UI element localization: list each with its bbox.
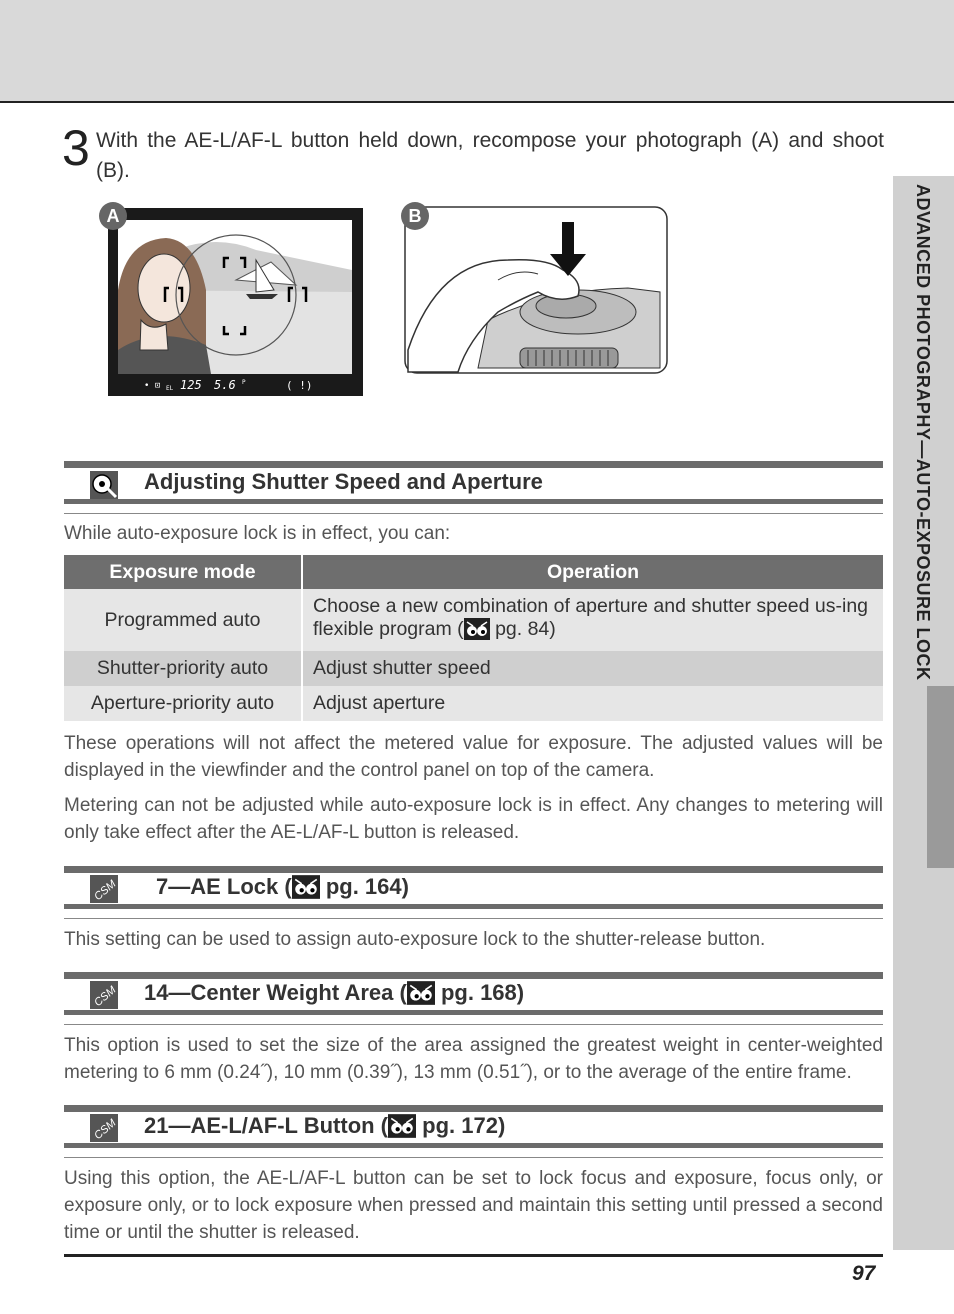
- figure-a-label: A: [106, 206, 120, 226]
- body-paragraph: This option is used to set the size of the area assigned the greatest weight in center-weighted metering to 6 mm (0.24˝), 10 mm (0.39˝), 13 mm (0.51˝), or to the average of the entire frame.: [64, 1035, 883, 1083]
- viewfinder-mode: P: [242, 379, 246, 386]
- table-row: [64, 686, 883, 721]
- section-title-ae-lock: 7—AE Lock ( pg. 164): [156, 874, 409, 905]
- svg-text:CSM: CSM: [92, 1117, 118, 1142]
- section-title-center-weight: 14—Center Weight Area ( pg. 168): [144, 980, 524, 1011]
- section-header-ae-lock: [64, 866, 883, 922]
- step-text: With the AE-L/AF-L button held down, recompose your photograph (A) and shoot (B).: [96, 129, 884, 182]
- figure-a-viewfinder: [96, 200, 366, 404]
- mode-cell: Programmed auto: [64, 589, 302, 651]
- tip-icon: [90, 471, 118, 503]
- csm-icon: [90, 981, 118, 1013]
- section-title-aeaf-button: 21—AE-L/AF-L Button ( pg. 172): [144, 1113, 505, 1144]
- svg-text:CSM: CSM: [92, 984, 118, 1009]
- side-tab-marker: [927, 686, 954, 868]
- page-reference-icon: [292, 875, 320, 905]
- viewfinder-lock: EL: [166, 385, 174, 392]
- page-reference-icon: [464, 618, 490, 646]
- intro-text: While auto-exposure lock is in effect, you can:: [64, 523, 451, 544]
- mode-cell: Shutter-priority auto: [64, 651, 302, 686]
- body-paragraph: Using this option, the AE-L/AF-L button can be set to lock focus and exposure, focus only, or exposure only, or to lock exposure when pressed and maintain this setting until pressed a second time or until the shutter is released.: [64, 1168, 883, 1243]
- csm-icon: [90, 875, 118, 907]
- figure-b-label: B: [408, 206, 422, 226]
- operation-cell: Adjust aperture: [302, 686, 883, 721]
- footer-rule: [64, 1254, 883, 1257]
- page-number: 97: [852, 1262, 876, 1285]
- svg-text:• ⊡: • ⊡: [144, 381, 161, 391]
- viewfinder-shutter: 125: [180, 378, 202, 392]
- body-paragraph: Metering can not be adjusted while auto-exposure lock is in effect. Any changes to metering will only take effect after the AE-L/AF-L button is released.: [64, 795, 883, 843]
- section-header-aeaf-button: [64, 1105, 883, 1161]
- figure-b-shutter: [398, 200, 673, 384]
- operation-cell: Adjust shutter speed: [302, 651, 883, 686]
- operation-cell: Choose a new combination of aperture and shutter speed us-ing flexible program ( pg. 84): [302, 589, 883, 651]
- exposure-operations-table: [64, 555, 883, 721]
- body-paragraph: These operations will not affect the metered value for exposure. The adjusted values will be displayed in the viewfinder and the control panel on top of the camera.: [64, 733, 883, 781]
- svg-text:CSM: CSM: [92, 878, 118, 903]
- table-row: [64, 589, 883, 651]
- mode-cell: Aperture-priority auto: [64, 686, 302, 721]
- header-exposure-mode: Exposure mode: [64, 555, 302, 589]
- section-header-adjusting: [64, 461, 883, 517]
- page-reference-icon: [407, 981, 435, 1011]
- section-header-center-weight: [64, 972, 883, 1028]
- section-title-adjusting: Adjusting Shutter Speed and Aperture: [144, 469, 543, 494]
- step-number: 3: [62, 120, 90, 176]
- page-reference-icon: [388, 1114, 416, 1144]
- viewfinder-aperture: 5.6: [214, 378, 236, 392]
- csm-icon: [90, 1114, 118, 1146]
- header-operation: Operation: [302, 555, 883, 589]
- body-paragraph: This setting can be used to assign auto-exposure lock to the shutter-release button.: [64, 929, 766, 950]
- svg-text:( !): ( !): [286, 379, 313, 392]
- top-header-band: [0, 0, 954, 103]
- table-row: [64, 651, 883, 686]
- chapter-title: ADVANCED PHOTOGRAPHY—AUTO-EXPOSURE LOCK: [913, 184, 933, 681]
